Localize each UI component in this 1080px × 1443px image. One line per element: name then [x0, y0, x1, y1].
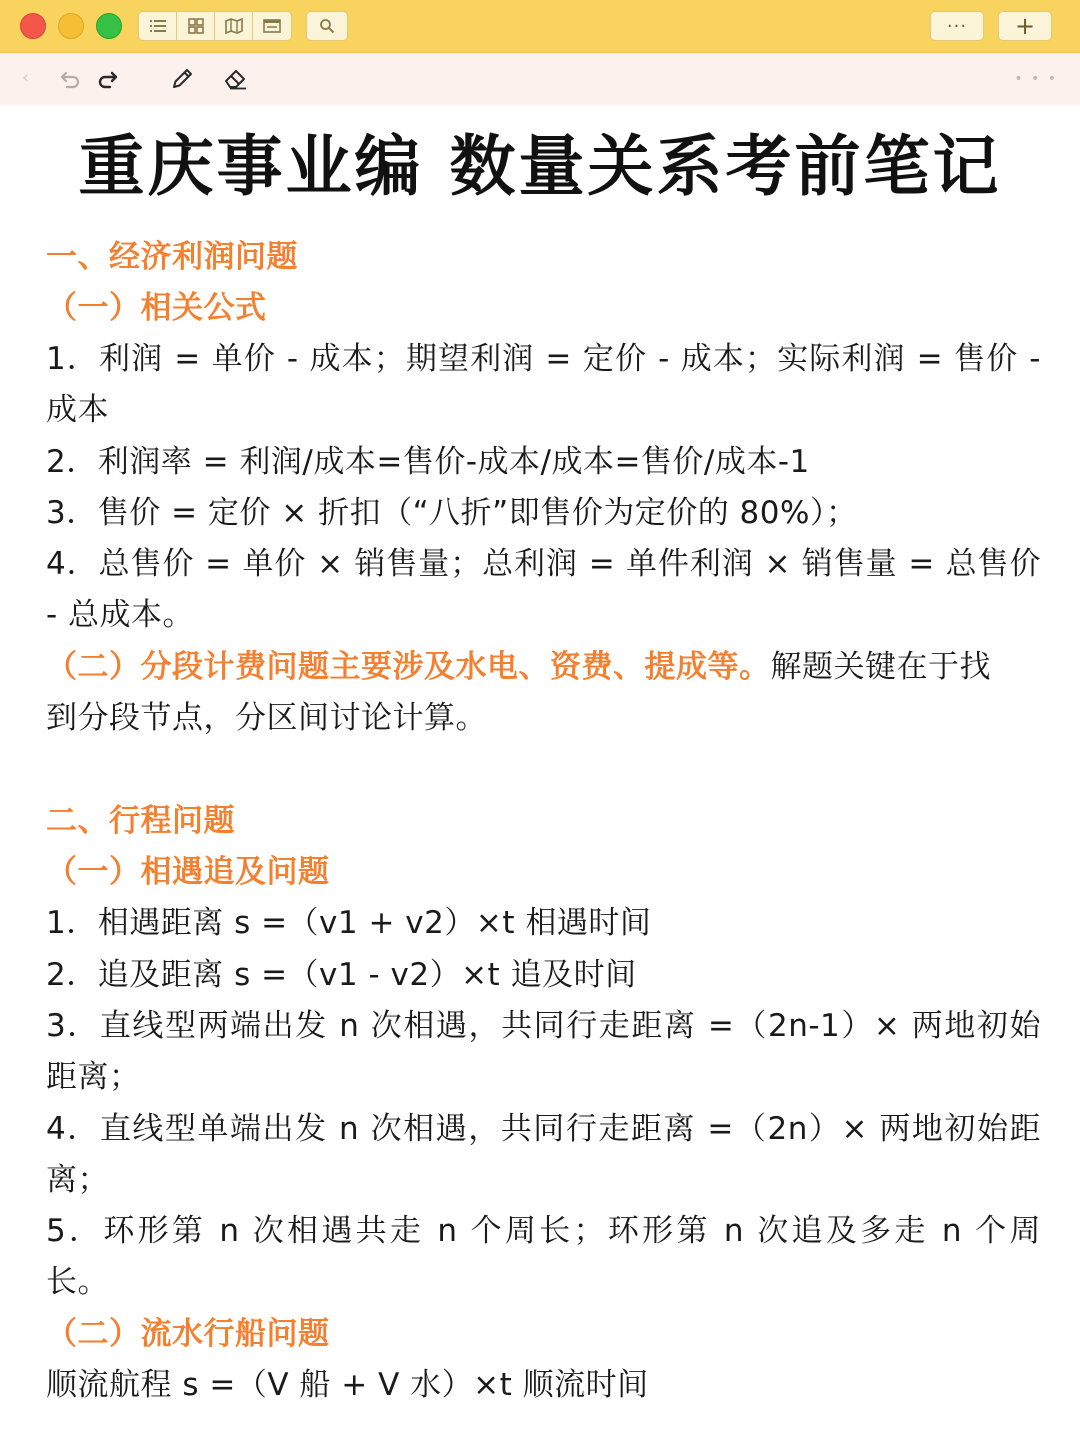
section2-heading: 二、行程问题 — [46, 803, 235, 839]
window-icon — [263, 18, 281, 34]
item1: 1．相遇距离 s =（v1 + v2）×t 相遇时间 — [46, 905, 652, 941]
eraser-icon — [222, 66, 250, 92]
section1-sub2-heading: （二）分段计费问题主要涉及水电、资费、提成等。 — [46, 649, 771, 685]
section2-sub1-heading: （一）相遇追及问题 — [46, 854, 330, 890]
grid-view-button[interactable] — [177, 12, 215, 40]
undo-icon — [58, 68, 82, 90]
eraser-button[interactable] — [222, 65, 250, 93]
map-view-button[interactable] — [215, 12, 253, 40]
toolbar-more-icon[interactable]: • • • — [1014, 71, 1058, 87]
grid-view-icon — [187, 18, 205, 34]
formula1-line1: 1．利润 = 单价 - 成本；期望利润 = 定价 - 成本；实际利润 = 售价 - — [46, 341, 1041, 377]
note-title: 重庆事业编 数量关系考前笔记 — [78, 129, 1002, 205]
search-button[interactable] — [306, 11, 348, 41]
item4-line2: 离； — [46, 1162, 109, 1198]
pencil-button[interactable] — [168, 65, 196, 93]
more-button[interactable] — [930, 11, 984, 41]
redo-icon — [96, 68, 120, 90]
formula2: 2．利润率 = 利润/成本=售价-成本/成本=售价/成本-1 — [46, 444, 810, 480]
item3-line2: 距离； — [46, 1059, 141, 1095]
close-window-button[interactable] — [20, 13, 46, 39]
item5-line2: 长。 — [46, 1264, 109, 1300]
back-icon[interactable]: ‹ — [22, 67, 30, 88]
new-note-button[interactable] — [998, 11, 1052, 41]
item4-line1: 4．直线型单端出发 n 次相遇，共同行走距离 =（2n）× 两地初始距 — [46, 1111, 1041, 1147]
formula4-line2: - 总成本。 — [46, 597, 195, 633]
item3-line1: 3．直线型两端出发 n 次相遇，共同行走距离 =（2n-1）× 两地初始 — [46, 1008, 1041, 1044]
undo-button[interactable] — [56, 65, 84, 93]
minimize-window-button[interactable] — [58, 13, 84, 39]
section1-heading: 一、经济利润问题 — [46, 239, 298, 275]
section1-sub2-paragraph — [46, 642, 1041, 693]
redo-button[interactable] — [94, 65, 122, 93]
list-view-icon — [149, 18, 167, 34]
list-view-button[interactable] — [139, 12, 177, 40]
note-toolbar — [0, 53, 1080, 105]
section1-sub2-text-line2: 到分段节点，分区间讨论计算。 — [46, 700, 487, 736]
search-icon — [319, 18, 335, 34]
more-icon: ··· — [946, 15, 968, 37]
item5-line1: 5．环形第 n 次相遇共走 n 个周长；环形第 n 次追及多走 n 个周 — [46, 1213, 1041, 1249]
pencil-icon — [169, 66, 195, 92]
section1-sub1-heading: （一）相关公式 — [46, 290, 267, 326]
formula1-line2: 成本 — [46, 392, 109, 428]
view-mode-switcher — [138, 11, 292, 41]
map-icon — [225, 18, 243, 34]
window-view-button[interactable] — [253, 12, 291, 40]
section1-sub2-text: 解题关键在于找 — [770, 649, 991, 685]
item2: 2．追及距离 s =（v1 - v2）×t 追及时间 — [46, 957, 637, 993]
title-bar — [0, 0, 1080, 53]
zoom-window-button[interactable] — [96, 13, 122, 39]
item6: 顺流航程 s =（V 船 + V 水）×t 顺流时间 — [46, 1367, 649, 1403]
plus-icon: + — [1014, 12, 1036, 40]
formula3: 3．售价 = 定价 × 折扣（“八折”即售价为定价的 80%）； — [46, 495, 858, 531]
section2-sub2-heading: （二）流水行船问题 — [46, 1316, 330, 1352]
formula4-line1: 4．总售价 = 单价 × 销售量；总利润 = 单件利润 × 销售量 = 总售价 — [46, 546, 1041, 582]
